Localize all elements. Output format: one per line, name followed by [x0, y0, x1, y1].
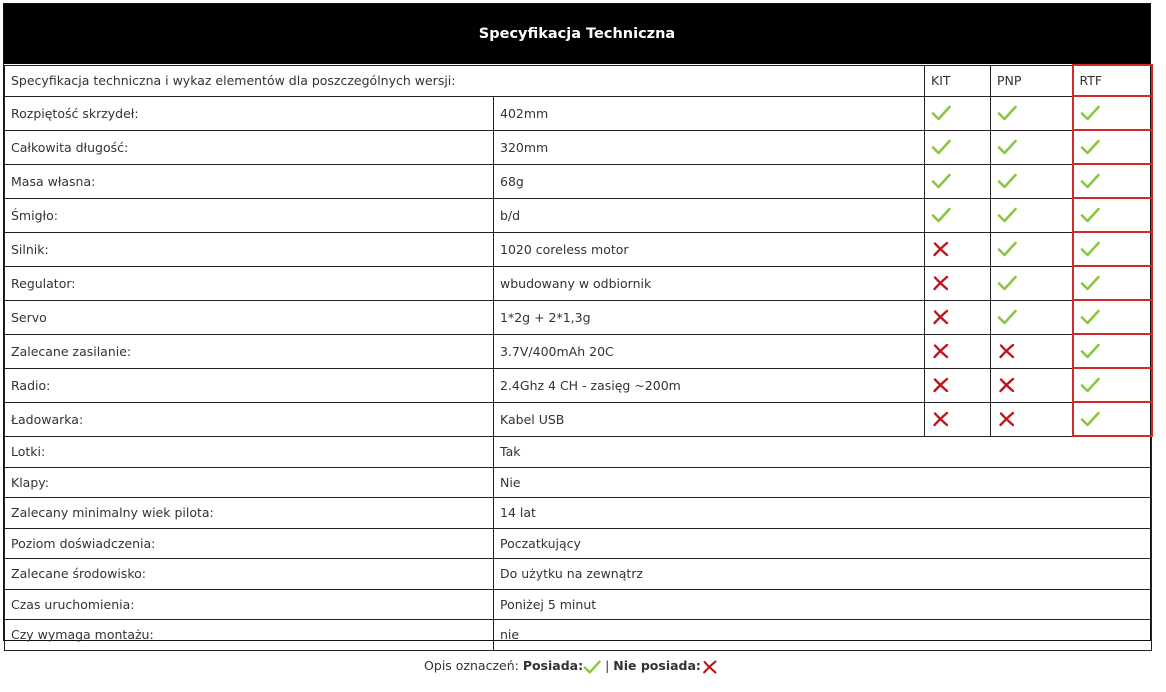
cross-icon	[997, 411, 1017, 426]
row-label: Rozpiętość skrzydeł:	[5, 96, 494, 130]
cross-icon	[931, 241, 951, 256]
cell-rtf	[1073, 198, 1152, 232]
cell-kit	[925, 96, 991, 130]
header-label: Specyfikacja techniczna i wykaz elementów dla poszczególnych wersji:	[5, 65, 925, 96]
cell-rtf	[1073, 334, 1152, 368]
cell-rtf	[1073, 96, 1152, 130]
cross-icon	[931, 343, 951, 358]
cell-rtf	[1073, 164, 1152, 198]
check-icon	[1080, 377, 1100, 392]
check-icon	[931, 173, 951, 188]
cell-kit	[925, 232, 991, 266]
check-icon	[997, 309, 1017, 324]
check-icon	[1080, 343, 1100, 358]
row-value: 1*2g + 2*1,3g	[494, 300, 925, 334]
row-value: 1020 coreless motor	[494, 232, 925, 266]
table-row	[5, 436, 1152, 467]
row-label: Ładowarka:	[5, 402, 494, 436]
header-kit: KIT	[925, 65, 991, 96]
check-icon	[997, 241, 1017, 256]
table-row	[5, 559, 1152, 590]
check-icon	[1080, 207, 1100, 222]
row-value: Poniżej 5 minut	[494, 589, 1152, 620]
row-label: Całkowita długość:	[5, 130, 494, 164]
header-rtf: RTF	[1073, 65, 1152, 96]
row-value: Kabel USB	[494, 402, 925, 436]
check-icon	[997, 173, 1017, 188]
cell-rtf	[1073, 266, 1152, 300]
cell-rtf	[1073, 300, 1152, 334]
check-icon	[1080, 105, 1100, 120]
row-label: Klapy:	[5, 467, 494, 498]
cross-icon	[931, 411, 951, 426]
check-icon	[1080, 139, 1100, 154]
cell-rtf	[1073, 232, 1152, 266]
check-icon	[931, 105, 951, 120]
check-icon	[1080, 275, 1100, 290]
check-icon	[1080, 309, 1100, 324]
legend-has-not: Nie posiada:	[613, 658, 701, 673]
table-row	[5, 498, 1152, 529]
row-label: Czas uruchomienia:	[5, 589, 494, 620]
cell-rtf	[1073, 130, 1152, 164]
row-value: nie	[494, 620, 1152, 651]
check-icon	[931, 139, 951, 154]
spec-table	[4, 64, 1153, 651]
row-label: Radio:	[5, 368, 494, 402]
check-icon	[997, 275, 1017, 290]
cell-kit	[925, 130, 991, 164]
header-row	[5, 65, 1152, 96]
table-row	[5, 198, 1152, 232]
cross-icon	[701, 658, 719, 673]
table-row	[5, 589, 1152, 620]
table-row	[5, 528, 1152, 559]
table-row	[5, 467, 1152, 498]
cell-rtf	[1073, 402, 1152, 436]
row-value: wbudowany w odbiornik	[494, 266, 925, 300]
cell-pnp	[991, 334, 1073, 368]
check-icon	[1080, 173, 1100, 188]
row-label: Lotki:	[5, 436, 494, 467]
table-row	[5, 130, 1152, 164]
cross-icon	[997, 343, 1017, 358]
cell-kit	[925, 198, 991, 232]
check-icon	[997, 207, 1017, 222]
row-value: 2.4Ghz 4 CH - zasięg ~200m	[494, 368, 925, 402]
cross-icon	[931, 377, 951, 392]
cell-pnp	[991, 368, 1073, 402]
row-value: b/d	[494, 198, 925, 232]
check-icon	[1080, 411, 1100, 426]
row-value: 402mm	[494, 96, 925, 130]
cell-kit	[925, 266, 991, 300]
row-value: 68g	[494, 164, 925, 198]
cell-kit	[925, 300, 991, 334]
table-row	[5, 620, 1152, 651]
page-title	[4, 4, 1150, 64]
table-row	[5, 266, 1152, 300]
row-label: Zalecane zasilanie:	[5, 334, 494, 368]
cell-pnp	[991, 164, 1073, 198]
spec-panel	[3, 3, 1151, 641]
row-value: Poczatkujący	[494, 528, 1152, 559]
check-icon	[997, 105, 1017, 120]
table-row	[5, 368, 1152, 402]
row-value: Do użytku na zewnątrz	[494, 559, 1152, 590]
table-row	[5, 300, 1152, 334]
row-label: Poziom doświadczenia:	[5, 528, 494, 559]
cell-pnp	[991, 96, 1073, 130]
row-label: Regulator:	[5, 266, 494, 300]
table-row	[5, 232, 1152, 266]
row-value: Nie	[494, 467, 1152, 498]
check-icon	[1080, 241, 1100, 256]
row-label: Czy wymaga montażu:	[5, 620, 494, 651]
cell-pnp	[991, 402, 1073, 436]
row-value: Tak	[494, 436, 1152, 467]
cell-pnp	[991, 198, 1073, 232]
cell-kit	[925, 368, 991, 402]
legend-has: Posiada:	[522, 658, 584, 673]
cell-kit	[925, 402, 991, 436]
title-text: Specyfikacja Techniczna	[478, 26, 676, 42]
table-row	[5, 96, 1152, 130]
table-row	[5, 164, 1152, 198]
table-row	[5, 402, 1152, 436]
row-value: 320mm	[494, 130, 925, 164]
row-label: Silnik:	[5, 232, 494, 266]
cell-pnp	[991, 300, 1073, 334]
cell-kit	[925, 164, 991, 198]
row-label: Śmigło:	[5, 198, 494, 232]
cell-kit	[925, 334, 991, 368]
cell-rtf	[1073, 368, 1152, 402]
cell-pnp	[991, 130, 1073, 164]
table-row	[5, 334, 1152, 368]
row-label: Zalecane środowisko:	[5, 559, 494, 590]
cross-icon	[931, 309, 951, 324]
legend-separator: |	[601, 658, 614, 673]
header-pnp: PNP	[991, 65, 1073, 96]
row-label: Servo	[5, 300, 494, 334]
cross-icon	[997, 377, 1017, 392]
cell-pnp	[991, 232, 1073, 266]
row-label: Zalecany minimalny wiek pilota:	[5, 498, 494, 529]
row-label: Masa własna:	[5, 164, 494, 198]
check-icon	[583, 658, 601, 673]
check-icon	[997, 139, 1017, 154]
legend	[0, 658, 1143, 675]
row-value: 3.7V/400mAh 20C	[494, 334, 925, 368]
cell-pnp	[991, 266, 1073, 300]
row-value: 14 lat	[494, 498, 1152, 529]
cross-icon	[931, 275, 951, 290]
check-icon	[931, 207, 951, 222]
legend-intro: Opis oznaczeń:	[424, 658, 523, 673]
